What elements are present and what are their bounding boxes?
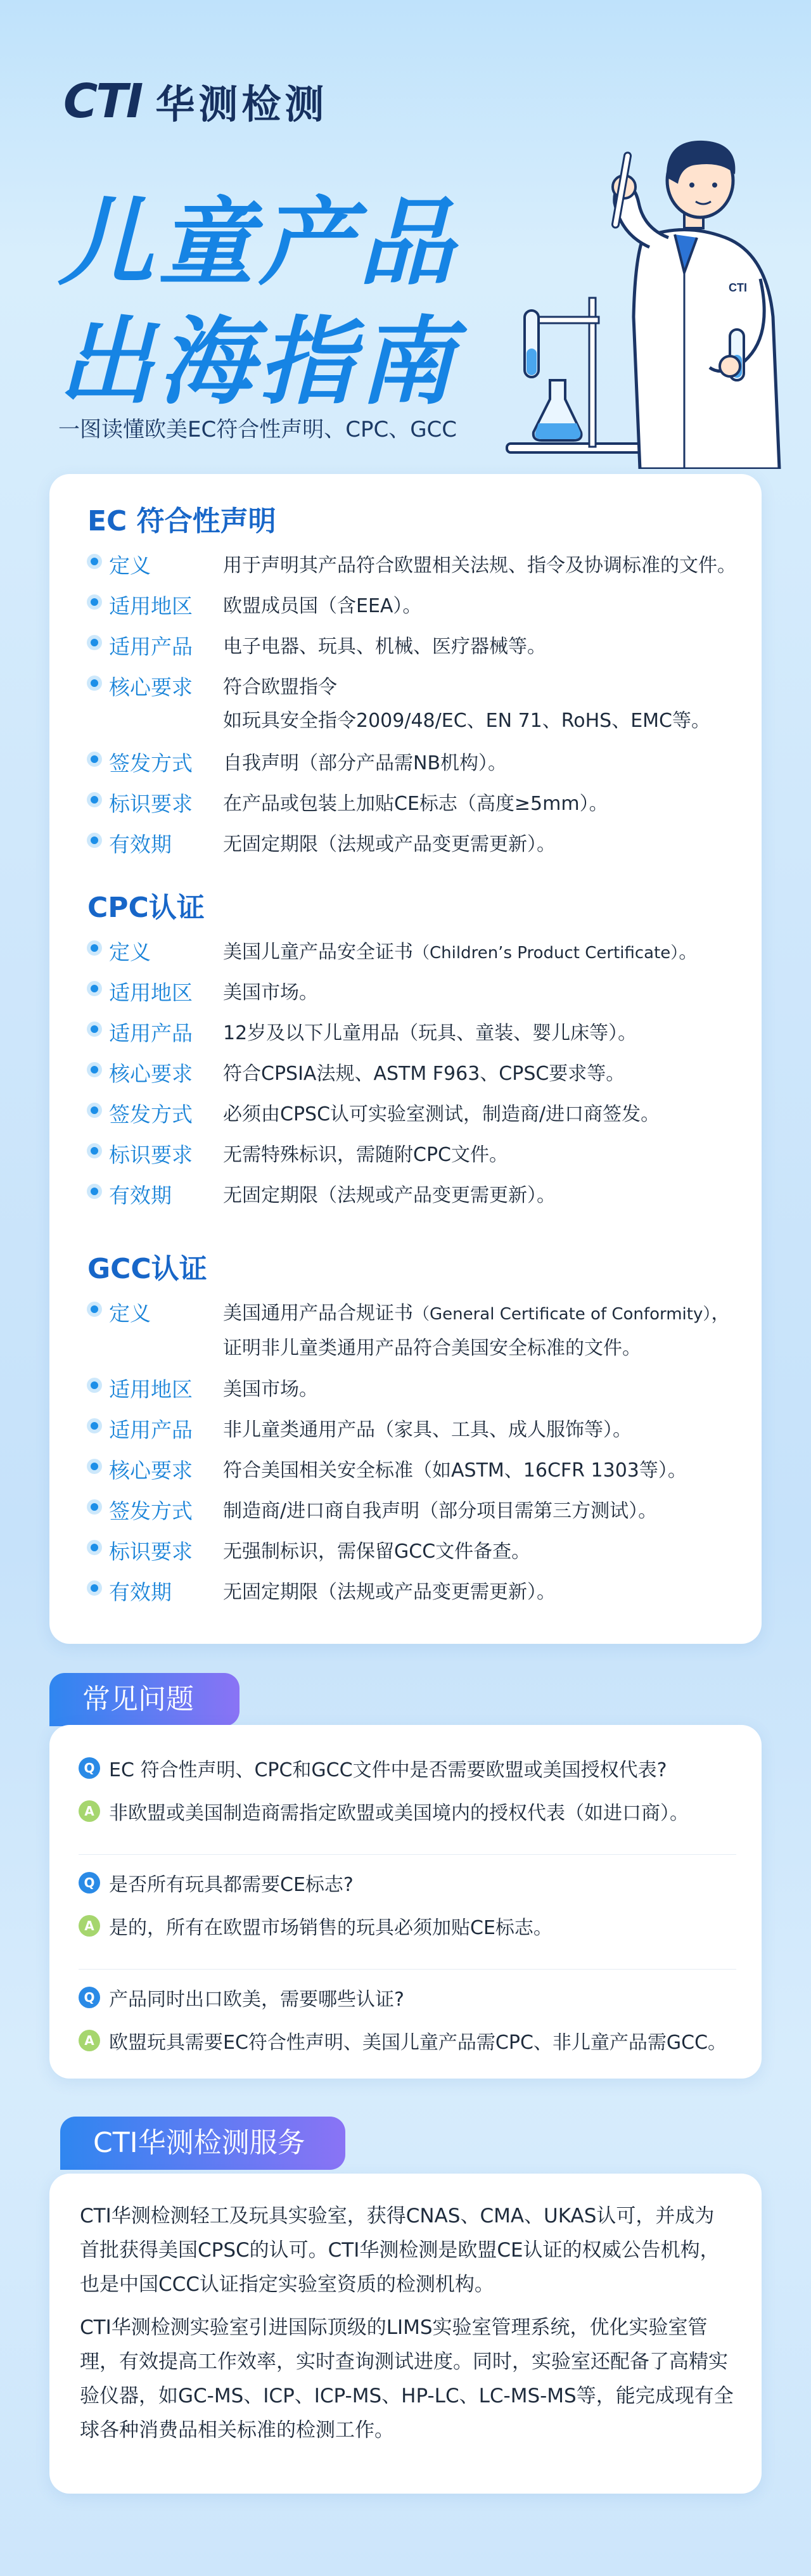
row-value: 在产品或包装上加贴CE标志（高度≥5mm）。	[223, 793, 608, 815]
row-value: 无需特殊标识，需随附CPC文件。	[223, 1144, 508, 1166]
faq-list	[79, 1754, 736, 2098]
scientist-illustration	[494, 127, 798, 469]
bullet-dot-icon	[87, 828, 109, 847]
row-label: 适用产品	[109, 1418, 193, 1442]
faq-question: Q 是否所有玩具都需要CE标志?	[79, 1869, 736, 1897]
service-text	[80, 2199, 734, 2456]
bullet-dot-icon	[87, 1373, 109, 1392]
row-label: 核心要求	[109, 1061, 193, 1086]
brand-name: 华测检测	[155, 81, 328, 127]
row-region	[87, 1373, 743, 1413]
row-region	[87, 589, 743, 630]
row-value: 美国通用产品合规证书（General Certificate of Conformity）， 证明非儿童类通用产品符合美国安全标准的文件。	[223, 1302, 731, 1359]
row-validity	[87, 1575, 743, 1616]
bullet-dot-icon	[87, 630, 109, 650]
row-value: 美国儿童产品安全证书（Children’s Product Certificate）。	[223, 941, 698, 963]
bullet-dot-icon	[87, 1016, 109, 1036]
row-value: 自我声明（部分产品需NB机构）。	[223, 752, 508, 774]
row-region	[87, 976, 743, 1016]
row-label: 签发方式	[109, 751, 193, 776]
answer-icon: A	[79, 2030, 100, 2051]
row-marking	[87, 1138, 743, 1179]
service-paragraph: CTI华测检测实验室引进国际顶级的LIMS实验室管理系统，优化实验室管理，有效提高工作效率，实时查询测试进度。同时，实验室还配备了高精实验仪器，如GC-MS、ICP、ICP-MS、HP-LC、LC-MS-MS等，能完成现有全球各种消费品相关标准的检测工作。	[80, 2316, 734, 2442]
row-value: 符合欧盟指令 如玩具安全指令2009/48/EC、EN 71、RoHS、EMC等。	[223, 676, 710, 732]
row-label: 有效期	[109, 832, 172, 857]
row-label: 标识要求	[109, 1539, 193, 1564]
bullet-dot-icon	[87, 1297, 109, 1316]
section-rows-cpc	[87, 935, 743, 1219]
hero-title-line1: 儿童产品	[58, 188, 459, 298]
row-definition	[87, 935, 743, 976]
row-value: 电子电器、玩具、机械、医疗器械等。	[223, 636, 546, 658]
question-icon: Q	[79, 1872, 100, 1894]
bullet-dot-icon	[87, 935, 109, 955]
row-label: 定义	[109, 553, 151, 578]
row-issuance	[87, 1494, 743, 1535]
row-label: 适用地区	[109, 594, 193, 618]
hero-subtitle: 一图读懂欧美EC符合性声明、CPC、GCC	[58, 417, 457, 442]
service-card	[49, 2174, 762, 2494]
row-validity	[87, 1179, 743, 1219]
faq-answer: A 非欧盟或美国制造商需指定欧盟或美国境内的授权代表（如进口商）。	[79, 1797, 736, 1825]
question-icon: Q	[79, 1757, 100, 1779]
bullet-dot-icon	[87, 747, 109, 766]
section-rows-gcc	[87, 1297, 743, 1616]
row-core-requirements	[87, 670, 743, 747]
bullet-dot-icon	[87, 787, 109, 807]
row-value: 无固定期限（法规或产品变更需更新）。	[223, 833, 556, 855]
faq-card	[49, 1725, 762, 2079]
question-icon: Q	[79, 1987, 100, 2008]
row-core-requirements	[87, 1057, 743, 1098]
row-products	[87, 1016, 743, 1057]
row-value: 必须由CPSC认可实验室测试，制造商/进口商签发。	[223, 1103, 660, 1125]
row-value: 符合美国相关安全标准（如ASTM、16CFR 1303等）。	[223, 1459, 687, 1482]
brand-logo	[63, 73, 328, 129]
section-title-cpc: CPC认证	[87, 885, 205, 928]
row-value: 符合CPSIA法规、ASTM F963、CPSC要求等。	[223, 1063, 625, 1085]
bullet-dot-icon	[87, 1575, 109, 1595]
row-value: 无强制标识，需保留GCC文件备查。	[223, 1541, 531, 1563]
row-value: 用于声明其产品符合欧盟相关法规、指令及协调标准的文件。	[223, 554, 736, 577]
answer-icon: A	[79, 1915, 100, 1937]
row-products	[87, 630, 743, 670]
faq-question: Q 产品同时出口欧美，需要哪些认证?	[79, 1983, 736, 2011]
bullet-dot-icon	[87, 670, 109, 690]
bullet-dot-icon	[87, 549, 109, 568]
faq-question: Q EC 符合性声明、CPC和GCC文件中是否需要欧盟或美国授权代表?	[79, 1754, 736, 1782]
coat-badge: CTI	[729, 281, 747, 294]
row-validity	[87, 828, 743, 868]
row-label: 标识要求	[109, 791, 193, 816]
row-label: 适用产品	[109, 634, 193, 659]
faq-item	[79, 1983, 736, 2084]
row-value: 欧盟成员国（含EEA）。	[223, 595, 422, 617]
bullet-dot-icon	[87, 1494, 109, 1514]
faq-item	[79, 1754, 736, 1855]
bullet-dot-icon	[87, 589, 109, 609]
row-marking	[87, 1535, 743, 1575]
row-label: 核心要求	[109, 1458, 193, 1483]
row-label: 有效期	[109, 1580, 172, 1605]
row-issuance	[87, 1098, 743, 1138]
bullet-dot-icon	[87, 1413, 109, 1433]
row-label: 适用地区	[109, 980, 193, 1005]
row-issuance	[87, 747, 743, 787]
row-value: 美国市场。	[223, 1378, 318, 1400]
faq-answer: A 是的，所有在欧盟市场销售的玩具必须加贴CE标志。	[79, 1912, 736, 1940]
faq-item	[79, 1869, 736, 1970]
row-core-requirements	[87, 1454, 743, 1494]
row-value: 12岁及以下儿童用品（玩具、童装、婴儿床等）。	[223, 1022, 637, 1044]
bullet-dot-icon	[87, 976, 109, 996]
hero-title	[58, 184, 459, 422]
hero-title-line2: 出海指南	[58, 307, 459, 418]
bullet-dot-icon	[87, 1454, 109, 1473]
faq-tab: 常见问题	[49, 1673, 239, 1726]
row-label: 有效期	[109, 1183, 172, 1208]
row-value: 美国市场。	[223, 982, 318, 1004]
service-tab: CTI华测检测服务	[60, 2117, 345, 2170]
row-value: 制造商/进口商自我声明（部分项目需第三方测试）。	[223, 1500, 658, 1522]
row-products	[87, 1413, 743, 1454]
bullet-dot-icon	[87, 1535, 109, 1554]
service-paragraph: CTI华测检测轻工及玩具实验室，获得CNAS、CMA、UKAS认可，并成为首批获得美国CPSC的认可。CTI华测检测是欧盟CE认证的权威公告机构，也是中国CCC认证指定实验室资质的检测机构。	[80, 2205, 720, 2296]
row-label: 适用地区	[109, 1377, 193, 1402]
row-value: 无固定期限（法规或产品变更需更新）。	[223, 1581, 556, 1603]
row-definition	[87, 1297, 743, 1373]
answer-icon: A	[79, 1800, 100, 1822]
row-label: 核心要求	[109, 675, 193, 700]
row-label: 定义	[109, 940, 151, 964]
row-marking	[87, 787, 743, 828]
row-label: 适用产品	[109, 1021, 193, 1046]
section-title-gcc: GCC认证	[87, 1246, 207, 1289]
bullet-dot-icon	[87, 1138, 109, 1158]
section-rows-ec	[87, 549, 743, 868]
bullet-dot-icon	[87, 1179, 109, 1198]
row-label: 签发方式	[109, 1499, 193, 1523]
faq-answer: A 欧盟玩具需要EC符合性声明、美国儿童产品需CPC、非儿童产品需GCC。	[79, 2027, 736, 2054]
row-value: 无固定期限（法规或产品变更需更新）。	[223, 1184, 556, 1207]
row-label: 定义	[109, 1301, 151, 1326]
brand-mark: CTI	[63, 74, 142, 129]
section-title-ec: EC 符合性声明	[87, 498, 276, 541]
bullet-dot-icon	[87, 1098, 109, 1117]
regulation-card	[49, 474, 762, 1644]
row-definition	[87, 549, 743, 589]
row-value: 非儿童类通用产品（家具、工具、成人服饰等）。	[223, 1419, 632, 1441]
row-label: 签发方式	[109, 1102, 193, 1127]
bullet-dot-icon	[87, 1057, 109, 1077]
row-label: 标识要求	[109, 1143, 193, 1167]
